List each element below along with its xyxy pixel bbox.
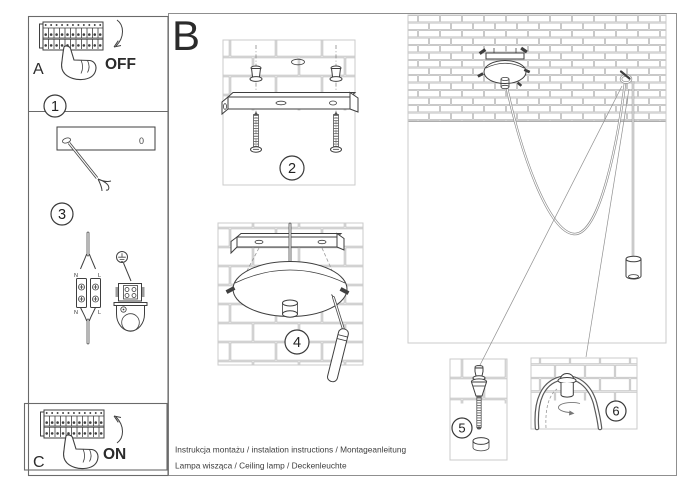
brick-wall xyxy=(409,16,666,122)
footer-line-2: Lampa wisząca / Ceiling lamp / Deckenleuchte xyxy=(175,460,347,471)
wall-anchor-icon xyxy=(250,66,262,81)
left-column-border xyxy=(29,17,169,476)
lamp-holder-drawing xyxy=(114,252,147,332)
box-a xyxy=(33,20,136,80)
footer-line-1: Instrukcja montażu / instalation instructions / Montageanleitung xyxy=(175,444,407,455)
step-3-badge xyxy=(51,203,73,225)
circuit-breaker-panel-icon xyxy=(40,22,104,50)
section-a-label: A xyxy=(33,61,44,78)
svg-text:4: 4 xyxy=(292,335,302,351)
box-c xyxy=(25,404,168,472)
wire-label-n-bottom: N xyxy=(74,310,78,316)
pointing-hand-icon xyxy=(62,46,96,80)
earth-ground-icon xyxy=(117,252,128,263)
wall-anchor-icon xyxy=(330,66,342,81)
main-installation-panel xyxy=(408,15,666,343)
wire-label-l-top: L xyxy=(98,273,102,279)
pointing-hand-icon xyxy=(64,435,98,469)
step-4-badge xyxy=(285,330,309,354)
wire-label-l-bottom: L xyxy=(98,310,102,316)
step-4-panel xyxy=(218,223,363,383)
section-c-label: C xyxy=(33,454,45,471)
pendant-socket-drawing xyxy=(626,256,641,279)
section-b-label: B xyxy=(172,12,201,59)
svg-text:2: 2 xyxy=(287,161,297,177)
curved-arrow-off-icon xyxy=(114,20,123,47)
label-on: ON xyxy=(103,446,127,463)
svg-text:6: 6 xyxy=(612,403,620,419)
hook-cap-drawing xyxy=(558,374,576,398)
svg-text:5: 5 xyxy=(458,420,466,436)
svg-text:3: 3 xyxy=(57,207,67,223)
wire-label-n-top: N xyxy=(74,273,78,279)
label-off: OFF xyxy=(105,56,136,73)
step-1-badge xyxy=(44,95,66,117)
circuit-breaker-panel-icon xyxy=(41,410,105,438)
terminal-block-drawing xyxy=(74,233,101,343)
plate-marking: 0 xyxy=(139,136,145,146)
curved-arrow-on-icon xyxy=(114,416,123,443)
step-2-badge xyxy=(280,156,304,180)
step-6-badge xyxy=(606,401,626,421)
step-5-badge xyxy=(452,418,472,438)
svg-text:1: 1 xyxy=(50,99,60,115)
